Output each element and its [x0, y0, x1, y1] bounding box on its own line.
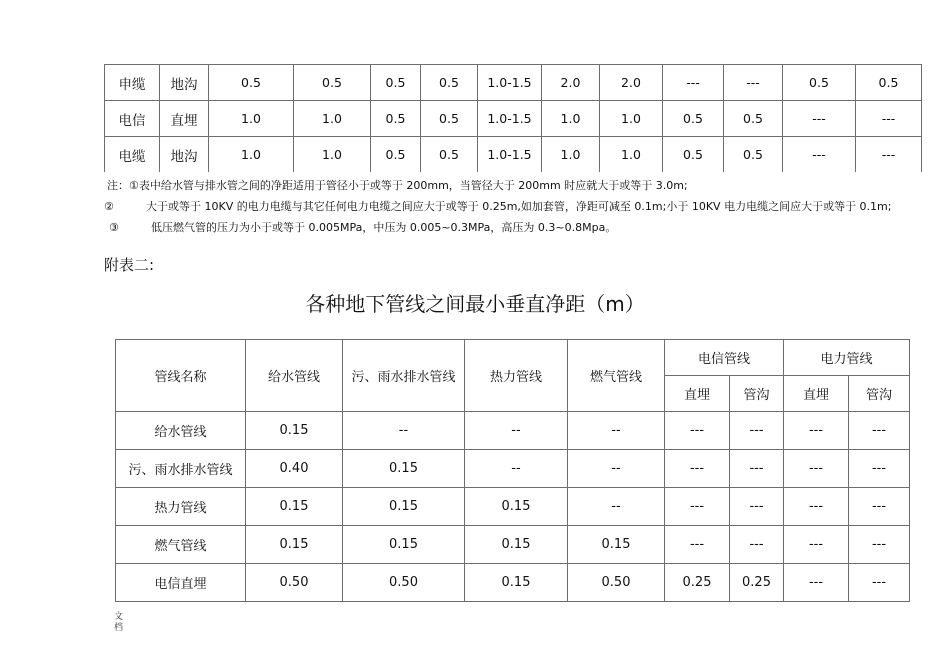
table-cell: 0.15 [465, 526, 568, 564]
table-cell: 0.5 [663, 101, 724, 137]
footer-char: 档 [114, 623, 124, 633]
header-cell: 电信管线 [665, 340, 784, 376]
table-cell: 1.0-1.5 [478, 137, 542, 173]
table-cell: --- [849, 450, 910, 488]
table-cell: 1.0-1.5 [478, 65, 542, 101]
table-cell: 0.5 [371, 137, 421, 173]
table-cell: --- [784, 412, 849, 450]
table-cell: 0.15 [343, 450, 465, 488]
table-cell: 0.5 [421, 101, 478, 137]
table-cell: 电信 [105, 101, 160, 137]
table-cell: --- [783, 101, 856, 137]
table-cell: --- [783, 137, 856, 173]
table-cell: --- [849, 488, 910, 526]
table-cell: 2.0 [542, 65, 600, 101]
table-cell: 1.0 [294, 101, 371, 137]
table-cell: 0.25 [665, 564, 730, 602]
table-cell: 地沟 [160, 137, 209, 173]
footer-text [114, 612, 123, 634]
table-cell: 0.5 [724, 137, 783, 173]
note-line-1: 注：①表中给水管与排水管之间的净距适用于管径小于或等于 200mm，当管径大于 200mm 时应就大于或等于 3.0m; [107, 179, 688, 192]
header-cell: 污、雨水排水管线 [343, 340, 465, 412]
header-cell: 管沟 [730, 376, 784, 412]
table-cell: 0.15 [568, 526, 665, 564]
table-cell: 0.25 [730, 564, 784, 602]
table-cell: 1.0 [209, 137, 294, 173]
table-cell: 电缆 [105, 137, 160, 173]
table-cell: -- [465, 450, 568, 488]
table-cell: 0.5 [209, 65, 294, 101]
table-cell: 0.50 [246, 564, 343, 602]
table-cell: 燃气管线 [116, 526, 246, 564]
table-cell: 直埋 [160, 101, 209, 137]
note-line-2 [104, 198, 891, 214]
table1-clip [100, 64, 930, 174]
table-cell: 申缆 [105, 65, 160, 101]
table-cell: 0.5 [783, 65, 856, 101]
note-text: 低压燃气管的压力为小于或等于 0.005MPa，中压为 0.005~0.3MPa，高压为 0.3~0.8Mpa。 [151, 221, 617, 234]
table-cell: -- [343, 412, 465, 450]
footer-char: 文 [114, 612, 124, 622]
note-line-3 [109, 219, 616, 235]
table-cell: 0.5 [663, 137, 724, 173]
table-cell: 0.5 [421, 65, 478, 101]
table-cell: 1.0 [542, 137, 600, 173]
table-cell: --- [665, 488, 730, 526]
table-cell: 0.50 [343, 564, 465, 602]
table-cell: --- [665, 412, 730, 450]
table-row [116, 488, 910, 526]
table-row [116, 412, 910, 450]
table-cell: 0.5 [724, 101, 783, 137]
table-cell: 0.15 [246, 412, 343, 450]
table-cell: --- [784, 564, 849, 602]
table-cell: --- [856, 137, 922, 173]
table-cell: 0.15 [465, 564, 568, 602]
table-cell: 0.5 [421, 137, 478, 173]
table-cell: 热力管线 [116, 488, 246, 526]
header-cell: 给水管线 [246, 340, 343, 412]
table-cell: 0.5 [294, 65, 371, 101]
table2-title: 各种地下管线之间最小垂直净距（m） [305, 292, 645, 316]
table-cell: --- [665, 526, 730, 564]
header-cell: 管沟 [849, 376, 910, 412]
table-row [116, 564, 910, 602]
note-number: ② [104, 200, 114, 213]
header-cell: 燃气管线 [568, 340, 665, 412]
table-cell: --- [849, 526, 910, 564]
table-cell: 1.0 [209, 101, 294, 137]
table-cell: --- [849, 564, 910, 602]
table-cell: --- [730, 488, 784, 526]
vertical-clearance-table [115, 339, 910, 602]
table-cell: 地沟 [160, 65, 209, 101]
table-row [116, 526, 910, 564]
table-cell: 0.15 [343, 526, 465, 564]
table-cell: 电信直埋 [116, 564, 246, 602]
header-cell: 直埋 [665, 376, 730, 412]
table-cell: 0.5 [371, 65, 421, 101]
header-cell: 热力管线 [465, 340, 568, 412]
table-cell: --- [730, 526, 784, 564]
table-cell: 1.0 [294, 137, 371, 173]
table-row [105, 101, 922, 137]
table-row [116, 450, 910, 488]
table-header-row [116, 340, 910, 376]
table-cell: 0.40 [246, 450, 343, 488]
table-row [105, 137, 922, 173]
table-cell: --- [663, 65, 724, 101]
table-cell: -- [568, 488, 665, 526]
table-cell: 1.0-1.5 [478, 101, 542, 137]
table-cell: 0.15 [246, 526, 343, 564]
table-cell: --- [784, 450, 849, 488]
table-cell: 1.0 [600, 101, 663, 137]
table-cell: 1.0 [542, 101, 600, 137]
table-cell: -- [568, 450, 665, 488]
table-cell: --- [665, 450, 730, 488]
clearance-table-continued [104, 64, 922, 172]
table-cell: --- [856, 101, 922, 137]
table-cell: --- [730, 412, 784, 450]
note-text: 大于或等于 10KV 的电力电缆与其它任何电力电缆之间应大于或等于 0.25m,如加套管，净距可减至 0.1m;小于 10KV 电力电缆之间应大于或等于 0.1m; [146, 200, 892, 213]
table-cell: --- [784, 526, 849, 564]
table-cell: 1.0 [600, 137, 663, 173]
header-cell: 直埋 [784, 376, 849, 412]
table-cell: 0.50 [568, 564, 665, 602]
table-row [105, 65, 922, 101]
table-cell: 2.0 [600, 65, 663, 101]
table-cell: 给水管线 [116, 412, 246, 450]
table-cell: --- [784, 488, 849, 526]
header-cell: 管线名称 [116, 340, 246, 412]
header-cell: 电力管线 [784, 340, 910, 376]
note-number: ③ [109, 221, 119, 234]
table-cell: --- [724, 65, 783, 101]
table-cell: -- [568, 412, 665, 450]
table-cell: 0.15 [343, 488, 465, 526]
table-cell: -- [465, 412, 568, 450]
table-cell: 0.5 [371, 101, 421, 137]
table-cell: --- [849, 412, 910, 450]
table-cell: --- [730, 450, 784, 488]
table-cell: 污、雨水排水管线 [116, 450, 246, 488]
table-cell: 0.15 [246, 488, 343, 526]
appendix-label: 附表二: [104, 256, 155, 274]
table-cell: 0.15 [465, 488, 568, 526]
table-cell: 0.5 [856, 65, 922, 101]
